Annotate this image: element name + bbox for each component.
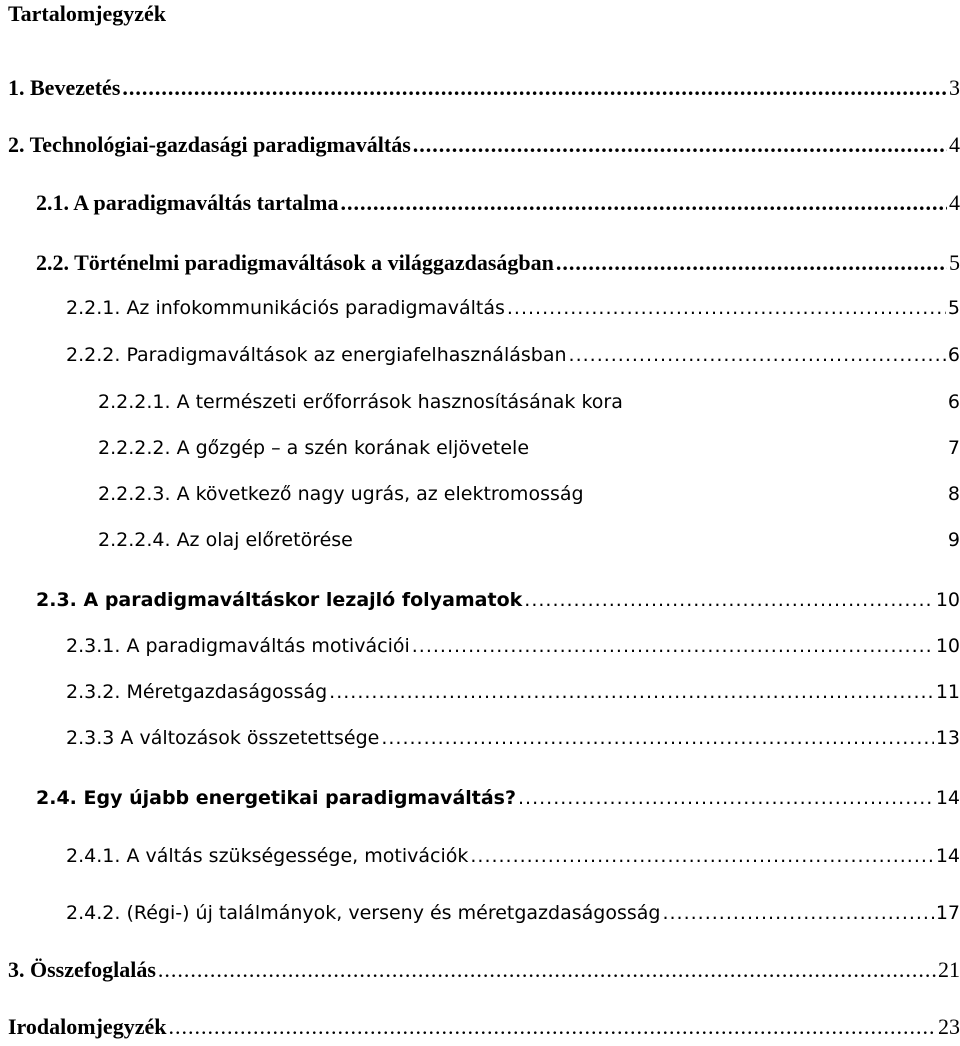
toc-entry-2-4-2[interactable] [66,898,960,928]
toc-entry-label: 2.3.2. Méretgazdaságosság [66,681,328,703]
toc-leader-dots [413,130,947,160]
toc-entry-2-2-2-3[interactable] [98,479,960,509]
toc-entry-page: 7 [947,437,960,459]
toc-entry-2-2[interactable] [36,248,960,278]
toc-leader-dots [381,723,933,753]
toc-entry-2-2-2-4[interactable] [98,525,960,555]
toc-entry-label: 2.2.2.2. A gőzgép – a szén korának eljövetele [98,437,530,459]
toc-entry-label: 2.4. Egy újabb energetikai paradigmaváltás? [36,787,517,809]
toc-entry-label: 2.3. A paradigmaváltáskor lezajló folyamatok [36,589,523,611]
toc-entry-page: 17 [935,902,960,924]
toc-entry-2-3-3[interactable] [66,723,960,753]
toc-entry-page: 8 [947,483,960,505]
toc-entry-page: 10 [935,635,960,657]
toc-entry-label: 2.3.3 A változások összetettsége [66,727,380,749]
toc-entry-label: 2.4.1. A váltás szükségessége, motivációk [66,845,469,867]
toc-entry-label: Irodalomjegyzék [8,1014,167,1039]
toc-entry-2-4-1[interactable] [66,841,960,871]
toc-leader-dots [518,783,934,813]
toc-entry-page: 4 [949,132,960,157]
toc-entry-page: 4 [949,190,960,215]
toc-entry-2-2-2-1[interactable] [98,387,960,417]
toc-entry-label: 2.4.2. (Régi-) új találmányok, verseny és méretgazdaságosság [66,902,661,924]
toc-entry-page: 9 [947,529,960,551]
toc-entry-page: 6 [947,344,960,366]
toc-leader-dots [158,955,936,985]
toc-entry-page: 6 [947,391,960,413]
toc-entry-1[interactable] [8,73,960,103]
toc-entry-label: 2.2.2.1. A természeti erőforrások hasznosításának kora [98,391,623,413]
toc-entry-2[interactable] [8,130,960,160]
toc-entry-2-2-2-2[interactable] [98,433,960,463]
toc-leader-dots [168,1012,936,1042]
toc-leader-dots [341,188,948,218]
toc-entry-page: 3 [949,75,960,100]
toc-entry-page: 10 [935,589,960,611]
toc-entry-label: 3. Összefoglalás [8,957,156,982]
toc-entry-2-2-1[interactable] [66,293,960,323]
toc-entry-label: 2.2.2.3. A következő nagy ugrás, az elektromosság [98,483,584,505]
toc-leader-dots [569,340,946,370]
toc-entry-page: 11 [935,681,960,703]
toc-entry-label: 2.2. Történelmi paradigmaváltások a világgazdaságban [36,250,554,275]
toc-leader-dots [524,585,934,615]
toc-entry-page: 13 [935,727,960,749]
toc-leader-dots [470,841,933,871]
toc-entry-2-2-2[interactable] [66,340,960,370]
toc-leader-dots [662,898,933,928]
toc-entry-label: 2.2.1. Az infokommunikációs paradigmaváltás [66,297,505,319]
toc-entry-label: 2.2.2. Paradigmaváltások az energiafelhasználásban [66,344,567,366]
toc-entry-label: 2. Technológiai-gazdasági paradigmaváltás [8,132,411,157]
toc-entry-3[interactable] [8,955,960,985]
toc-entry-2-4[interactable] [36,783,960,813]
toc-entry-page: 21 [938,957,960,982]
toc-entry-page: 14 [935,787,960,809]
toc-entry-label: 2.1. A paradigmaváltás tartalma [36,190,339,215]
toc-leader-dots [122,73,947,103]
toc-leader-dots [329,677,934,707]
toc-entry-2-3-1[interactable] [66,631,960,661]
toc-leader-dots [412,631,934,661]
toc-entry-label: 2.2.2.4. Az olaj előretörése [98,529,353,551]
toc-entry-references[interactable] [8,1012,960,1042]
toc-leader-dots [556,248,947,278]
toc-entry-2-1[interactable] [36,188,960,218]
toc-entry-page: 14 [935,845,960,867]
toc-title: Tartalomjegyzék [8,1,167,26]
toc-entry-label: 2.3.1. A paradigmaváltás motivációi [66,635,410,657]
toc-entry-page: 5 [947,297,960,319]
toc-entry-page: 5 [949,250,960,275]
toc-entry-label: 1. Bevezetés [8,75,121,100]
toc-entry-2-3[interactable] [36,585,960,615]
toc-entry-2-3-2[interactable] [66,677,960,707]
toc-leader-dots [507,293,946,323]
toc-entry-page: 23 [938,1014,960,1039]
